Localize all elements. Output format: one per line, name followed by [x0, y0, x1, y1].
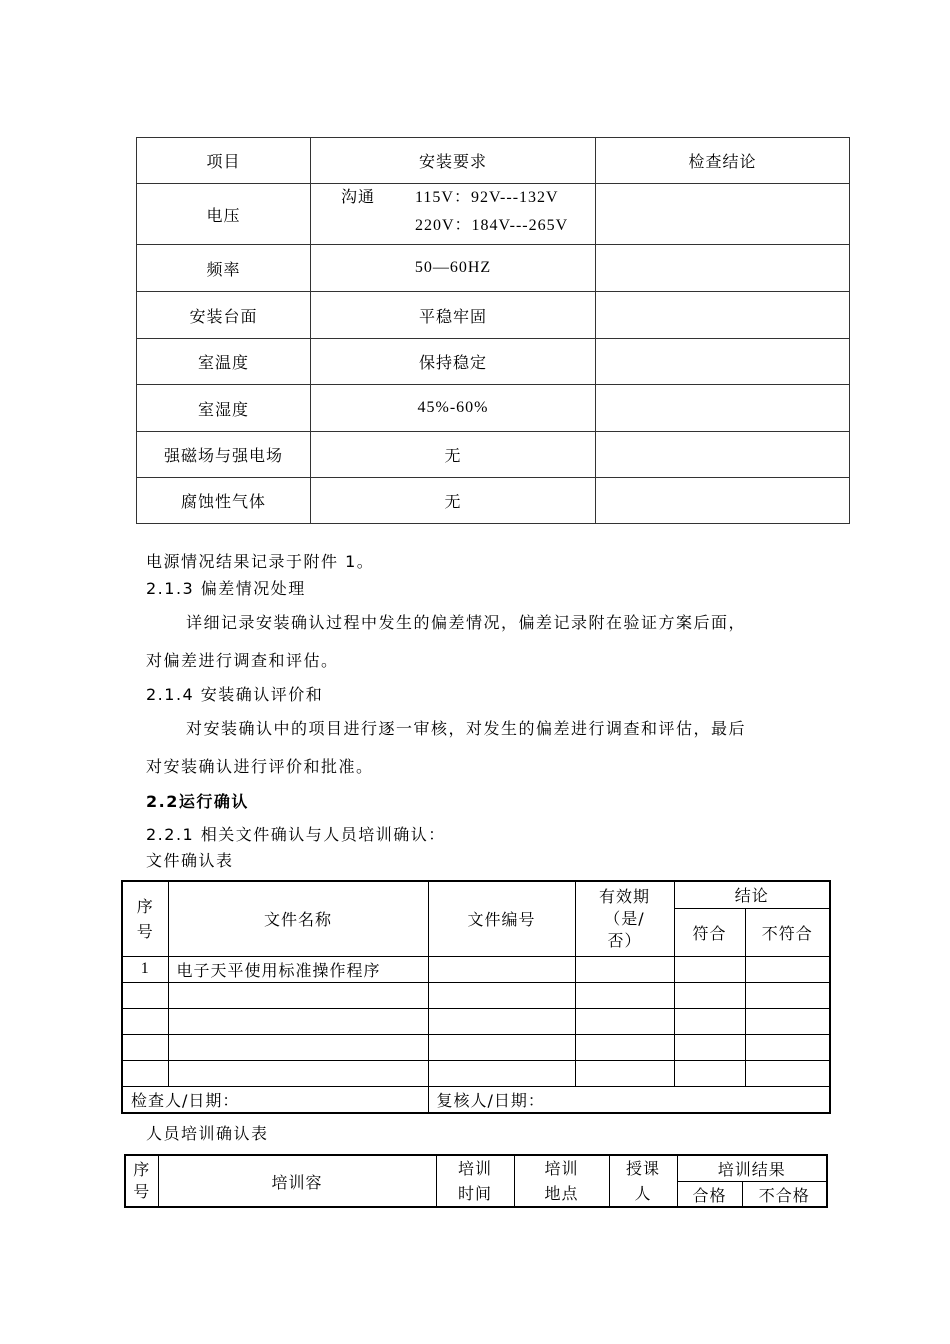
- header-seq: [125, 1155, 158, 1207]
- header-seq-text: 序号: [136, 896, 154, 941]
- file-name-cell: [168, 1060, 428, 1086]
- power-record-note: 电源情况结果记录于附件 1。: [146, 552, 375, 571]
- table-row: [137, 339, 850, 385]
- header-training-result: 培训结果: [677, 1155, 827, 1182]
- requirement-cell: 平稳牢固: [311, 292, 596, 339]
- table-row: [137, 184, 850, 245]
- table-row: [137, 292, 850, 339]
- nonconform-cell: [745, 1034, 830, 1060]
- header-valid-line1: 有效期: [598, 886, 650, 906]
- section-2-1-3-heading: 2.1.3 偏差情况处理: [146, 579, 306, 598]
- result-cell: [596, 432, 850, 478]
- header-training-place: [514, 1155, 609, 1207]
- header-result: 检查结论: [596, 138, 850, 184]
- section-2-2-heading: 2.2运行确认: [146, 792, 249, 811]
- seq-cell: [122, 1034, 168, 1060]
- voltage-line-115: 115V：92V---132V: [415, 189, 559, 206]
- seq-cell: [122, 982, 168, 1008]
- item-cell: 安装台面: [137, 292, 311, 339]
- table-row: [137, 478, 850, 524]
- table-row: [122, 1008, 830, 1034]
- requirement-cell: [311, 184, 596, 245]
- valid-cell: [575, 982, 674, 1008]
- result-cell: [596, 478, 850, 524]
- valid-cell: [575, 1060, 674, 1086]
- nonconform-cell: [745, 982, 830, 1008]
- file-name-cell: [168, 1034, 428, 1060]
- header-nonconform: 不符合: [745, 908, 830, 956]
- conform-cell: [674, 1060, 745, 1086]
- conform-cell: [674, 956, 745, 982]
- file-number-cell: [428, 1060, 575, 1086]
- header-seq: [122, 881, 168, 956]
- document-confirmation-table: [121, 880, 831, 1114]
- header-conform: 符合: [674, 908, 745, 956]
- requirement-cell: 45%-60%: [311, 385, 596, 432]
- result-cell: [596, 292, 850, 339]
- evaluation-paragraph-line2: 对安装确认进行评价和批准。: [146, 757, 374, 776]
- item-cell: 频率: [137, 245, 311, 292]
- header-training-time: [436, 1155, 514, 1207]
- nonconform-cell: [745, 1060, 830, 1086]
- doc-table-title: 文件确认表: [146, 851, 234, 870]
- section-2-2-1-heading: 2.2.1 相关文件确认与人员培训确认：: [146, 825, 446, 844]
- table-row: [122, 982, 830, 1008]
- table-row: [137, 245, 850, 292]
- valid-cell: [575, 1034, 674, 1060]
- item-cell: 腐蚀性气体: [137, 478, 311, 524]
- file-number-cell: [428, 982, 575, 1008]
- evaluation-paragraph-line1: 对安装确认中的项目进行逐一审核，对发生的偏差进行调查和评估，最后: [186, 719, 747, 738]
- header-training-place-text: 培训地点: [544, 1159, 579, 1203]
- header-valid-line3: 否）: [607, 930, 642, 950]
- requirement-cell: 50—60HZ: [311, 245, 596, 292]
- reviewer-signature: 复核人/日期：: [428, 1086, 830, 1113]
- requirement-cell: 无: [311, 478, 596, 524]
- valid-cell: [575, 956, 674, 982]
- file-number-cell: [428, 956, 575, 982]
- requirement-cell: 无: [311, 432, 596, 478]
- header-conclusion: 结论: [674, 881, 830, 908]
- table-row: [122, 956, 830, 982]
- item-cell: 室温度: [137, 339, 311, 385]
- nonconform-cell: [745, 1008, 830, 1034]
- requirement-cell: 保持稳定: [311, 339, 596, 385]
- table-row: [122, 1034, 830, 1060]
- result-cell: [596, 385, 850, 432]
- file-name-cell: 电子天平使用标准操作程序: [168, 956, 428, 982]
- result-cell: [596, 339, 850, 385]
- table-row: [137, 385, 850, 432]
- header-file-number: 文件编号: [428, 881, 575, 956]
- section-2-1-4-heading: 2.1.4 安装确认评价和: [146, 685, 324, 704]
- header-seq-text: 序号: [133, 1160, 151, 1201]
- valid-cell: [575, 1008, 674, 1034]
- header-requirement: 安装要求: [311, 138, 596, 184]
- nonconform-cell: [745, 956, 830, 982]
- table-row: [137, 432, 850, 478]
- voltage-line-220: 220V：184V---265V: [415, 217, 569, 234]
- header-pass: 合格: [677, 1182, 742, 1208]
- header-trainer-text: 授课人: [625, 1159, 660, 1203]
- header-file-name: 文件名称: [168, 881, 428, 956]
- result-cell: [596, 245, 850, 292]
- item-cell: 电压: [137, 184, 311, 245]
- file-number-cell: [428, 1008, 575, 1034]
- deviation-paragraph-line2: 对偏差进行调查和评估。: [146, 651, 339, 670]
- item-cell: 强磁场与强电场: [137, 432, 311, 478]
- deviation-paragraph-line1: 详细记录安装确认过程中发生的偏差情况，偏差记录附在验证方案后面，: [186, 613, 747, 632]
- file-name-cell: [168, 1008, 428, 1034]
- table-row: [122, 1060, 830, 1086]
- header-valid: [575, 881, 674, 956]
- voltage-prefix: 沟通: [341, 187, 376, 206]
- seq-cell: 1: [122, 956, 168, 982]
- header-training-content: 培训容: [158, 1155, 436, 1207]
- header-trainer: [609, 1155, 677, 1207]
- conform-cell: [674, 1034, 745, 1060]
- conform-cell: [674, 982, 745, 1008]
- file-name-cell: [168, 982, 428, 1008]
- file-number-cell: [428, 1034, 575, 1060]
- header-training-time-text: 培训时间: [457, 1159, 492, 1203]
- result-cell: [596, 184, 850, 245]
- header-item: 项目: [137, 138, 311, 184]
- training-confirmation-table: [124, 1154, 828, 1208]
- seq-cell: [122, 1060, 168, 1086]
- item-cell: 室湿度: [137, 385, 311, 432]
- installation-requirements-table: [136, 137, 850, 524]
- header-fail: 不合格: [742, 1182, 827, 1208]
- conform-cell: [674, 1008, 745, 1034]
- seq-cell: [122, 1008, 168, 1034]
- checker-signature: 检查人/日期：: [122, 1086, 428, 1113]
- training-table-title: 人员培训确认表: [146, 1124, 269, 1143]
- header-valid-line2: （是/: [604, 908, 645, 928]
